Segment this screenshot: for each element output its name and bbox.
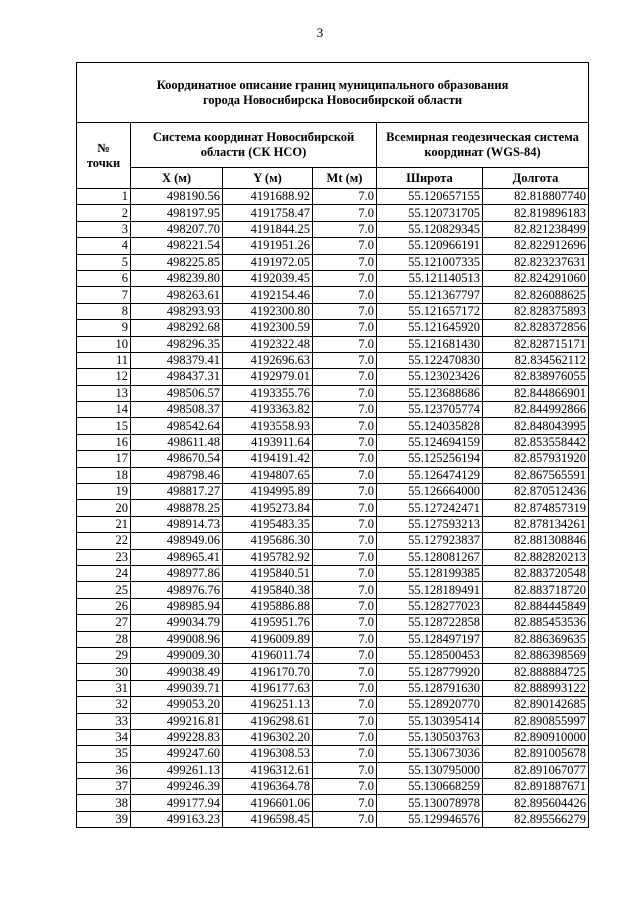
cell-y-coord: 4196302.20 bbox=[223, 729, 313, 745]
cell-mt-value: 7.0 bbox=[313, 205, 377, 221]
cell-x-coord: 498878.25 bbox=[131, 500, 223, 516]
table-row bbox=[77, 254, 589, 270]
cell-mt-value: 7.0 bbox=[313, 762, 377, 778]
table-row bbox=[77, 713, 589, 729]
cell-y-coord: 4193558.93 bbox=[223, 418, 313, 434]
cell-x-coord: 498190.56 bbox=[131, 189, 223, 205]
table-row bbox=[77, 205, 589, 221]
cell-mt-value: 7.0 bbox=[313, 664, 377, 680]
table-row bbox=[77, 467, 589, 483]
table-row bbox=[77, 729, 589, 745]
cell-point-number: 4 bbox=[77, 238, 131, 254]
cell-x-coord: 498225.85 bbox=[131, 254, 223, 270]
cell-longitude: 82.867565591 bbox=[483, 467, 589, 483]
cell-y-coord: 4196009.89 bbox=[223, 631, 313, 647]
cell-y-coord: 4195951.76 bbox=[223, 615, 313, 631]
cell-latitude: 55.123023426 bbox=[377, 369, 483, 385]
cell-longitude: 82.824291060 bbox=[483, 270, 589, 286]
cell-x-coord: 498817.27 bbox=[131, 484, 223, 500]
cell-mt-value: 7.0 bbox=[313, 713, 377, 729]
cell-point-number: 30 bbox=[77, 664, 131, 680]
cell-latitude: 55.121681430 bbox=[377, 336, 483, 352]
cell-point-number: 6 bbox=[77, 270, 131, 286]
cell-mt-value: 7.0 bbox=[313, 484, 377, 500]
cell-latitude: 55.122470830 bbox=[377, 352, 483, 368]
cell-y-coord: 4196601.06 bbox=[223, 795, 313, 811]
cell-y-coord: 4196598.45 bbox=[223, 811, 313, 827]
cell-latitude: 55.121645920 bbox=[377, 320, 483, 336]
cell-longitude: 82.844992866 bbox=[483, 402, 589, 418]
cell-x-coord: 499228.83 bbox=[131, 729, 223, 745]
cell-x-coord: 499053.20 bbox=[131, 697, 223, 713]
cell-x-coord: 498207.70 bbox=[131, 221, 223, 237]
table-row bbox=[77, 631, 589, 647]
cell-point-number: 29 bbox=[77, 647, 131, 663]
cell-point-number: 12 bbox=[77, 369, 131, 385]
cell-latitude: 55.130795000 bbox=[377, 762, 483, 778]
cell-longitude: 82.826088625 bbox=[483, 287, 589, 303]
cell-x-coord: 498293.93 bbox=[131, 303, 223, 319]
cell-x-coord: 499247.60 bbox=[131, 746, 223, 762]
cell-x-coord: 498437.31 bbox=[131, 369, 223, 385]
cell-mt-value: 7.0 bbox=[313, 402, 377, 418]
cell-x-coord: 499163.23 bbox=[131, 811, 223, 827]
cell-y-coord: 4196251.13 bbox=[223, 697, 313, 713]
header-point-number: № точки bbox=[77, 123, 131, 189]
cell-latitude: 55.130395414 bbox=[377, 713, 483, 729]
cell-point-number: 38 bbox=[77, 795, 131, 811]
table-row bbox=[77, 779, 589, 795]
cell-longitude: 82.819896183 bbox=[483, 205, 589, 221]
cell-latitude: 55.127593213 bbox=[377, 516, 483, 532]
table-row bbox=[77, 320, 589, 336]
cell-latitude: 55.126664000 bbox=[377, 484, 483, 500]
cell-mt-value: 7.0 bbox=[313, 516, 377, 532]
cell-latitude: 55.130668259 bbox=[377, 779, 483, 795]
cell-mt-value: 7.0 bbox=[313, 369, 377, 385]
table-row bbox=[77, 697, 589, 713]
cell-latitude: 55.121007335 bbox=[377, 254, 483, 270]
header-group-wgs84: Всемирная геодезическая система координат (WGS-84) bbox=[377, 123, 589, 168]
cell-mt-value: 7.0 bbox=[313, 385, 377, 401]
cell-y-coord: 4195686.30 bbox=[223, 533, 313, 549]
cell-x-coord: 498506.57 bbox=[131, 385, 223, 401]
cell-point-number: 13 bbox=[77, 385, 131, 401]
cell-point-number: 7 bbox=[77, 287, 131, 303]
cell-x-coord: 498221.54 bbox=[131, 238, 223, 254]
cell-y-coord: 4196312.61 bbox=[223, 762, 313, 778]
cell-point-number: 2 bbox=[77, 205, 131, 221]
cell-y-coord: 4195840.38 bbox=[223, 582, 313, 598]
table-row bbox=[77, 189, 589, 205]
cell-x-coord: 498379.41 bbox=[131, 352, 223, 368]
cell-point-number: 9 bbox=[77, 320, 131, 336]
cell-y-coord: 4193355.76 bbox=[223, 385, 313, 401]
coordinates-table bbox=[76, 62, 589, 828]
table-row bbox=[77, 369, 589, 385]
cell-point-number: 18 bbox=[77, 467, 131, 483]
cell-y-coord: 4191688.92 bbox=[223, 189, 313, 205]
table-row bbox=[77, 549, 589, 565]
cell-y-coord: 4195840.51 bbox=[223, 565, 313, 581]
cell-mt-value: 7.0 bbox=[313, 467, 377, 483]
cell-x-coord: 498239.80 bbox=[131, 270, 223, 286]
cell-x-coord: 499009.30 bbox=[131, 647, 223, 663]
cell-y-coord: 4194191.42 bbox=[223, 451, 313, 467]
header-longitude: Долгота bbox=[483, 168, 589, 189]
table-row bbox=[77, 434, 589, 450]
cell-mt-value: 7.0 bbox=[313, 598, 377, 614]
cell-longitude: 82.883720548 bbox=[483, 565, 589, 581]
cell-y-coord: 4195483.35 bbox=[223, 516, 313, 532]
table-title-line2: города Новосибирска Новосибирской области bbox=[202, 92, 463, 107]
table-row bbox=[77, 811, 589, 827]
cell-point-number: 14 bbox=[77, 402, 131, 418]
cell-x-coord: 498977.86 bbox=[131, 565, 223, 581]
cell-longitude: 82.888993122 bbox=[483, 680, 589, 696]
cell-point-number: 31 bbox=[77, 680, 131, 696]
cell-latitude: 55.127242471 bbox=[377, 500, 483, 516]
cell-y-coord: 4191972.05 bbox=[223, 254, 313, 270]
cell-latitude: 55.130503763 bbox=[377, 729, 483, 745]
cell-mt-value: 7.0 bbox=[313, 270, 377, 286]
cell-longitude: 82.834562112 bbox=[483, 352, 589, 368]
cell-point-number: 26 bbox=[77, 598, 131, 614]
cell-longitude: 82.884445849 bbox=[483, 598, 589, 614]
cell-x-coord: 499008.96 bbox=[131, 631, 223, 647]
header-group-nso: Системa координат Новосибирской области (СК НСО) bbox=[131, 123, 377, 168]
cell-longitude: 82.886369635 bbox=[483, 631, 589, 647]
cell-mt-value: 7.0 bbox=[313, 287, 377, 303]
cell-x-coord: 498670.54 bbox=[131, 451, 223, 467]
table-row bbox=[77, 664, 589, 680]
cell-mt-value: 7.0 bbox=[313, 434, 377, 450]
cell-y-coord: 4195886.88 bbox=[223, 598, 313, 614]
cell-y-coord: 4192039.45 bbox=[223, 270, 313, 286]
cell-longitude: 82.828375893 bbox=[483, 303, 589, 319]
cell-mt-value: 7.0 bbox=[313, 795, 377, 811]
cell-longitude: 82.888884725 bbox=[483, 664, 589, 680]
cell-x-coord: 498508.37 bbox=[131, 402, 223, 418]
table-row bbox=[77, 500, 589, 516]
cell-latitude: 55.130078978 bbox=[377, 795, 483, 811]
cell-latitude: 55.124694159 bbox=[377, 434, 483, 450]
table-row bbox=[77, 221, 589, 237]
cell-point-number: 35 bbox=[77, 746, 131, 762]
cell-y-coord: 4192979.01 bbox=[223, 369, 313, 385]
cell-mt-value: 7.0 bbox=[313, 549, 377, 565]
cell-point-number: 32 bbox=[77, 697, 131, 713]
cell-point-number: 1 bbox=[77, 189, 131, 205]
cell-longitude: 82.881308846 bbox=[483, 533, 589, 549]
cell-x-coord: 498296.35 bbox=[131, 336, 223, 352]
cell-point-number: 23 bbox=[77, 549, 131, 565]
cell-mt-value: 7.0 bbox=[313, 680, 377, 696]
cell-point-number: 25 bbox=[77, 582, 131, 598]
cell-latitude: 55.120966191 bbox=[377, 238, 483, 254]
cell-point-number: 27 bbox=[77, 615, 131, 631]
cell-latitude: 55.121140513 bbox=[377, 270, 483, 286]
cell-x-coord: 498611.48 bbox=[131, 434, 223, 450]
table-row bbox=[77, 647, 589, 663]
table-row bbox=[77, 303, 589, 319]
cell-mt-value: 7.0 bbox=[313, 254, 377, 270]
cell-x-coord: 498985.94 bbox=[131, 598, 223, 614]
cell-x-coord: 498965.41 bbox=[131, 549, 223, 565]
cell-y-coord: 4192322.48 bbox=[223, 336, 313, 352]
cell-y-coord: 4192300.80 bbox=[223, 303, 313, 319]
cell-mt-value: 7.0 bbox=[313, 615, 377, 631]
cell-x-coord: 499246.39 bbox=[131, 779, 223, 795]
cell-latitude: 55.128277023 bbox=[377, 598, 483, 614]
cell-point-number: 33 bbox=[77, 713, 131, 729]
cell-mt-value: 7.0 bbox=[313, 352, 377, 368]
cell-point-number: 5 bbox=[77, 254, 131, 270]
cell-longitude: 82.838976055 bbox=[483, 369, 589, 385]
cell-point-number: 37 bbox=[77, 779, 131, 795]
cell-x-coord: 498292.68 bbox=[131, 320, 223, 336]
table-title bbox=[77, 63, 589, 123]
cell-x-coord: 499216.81 bbox=[131, 713, 223, 729]
cell-longitude: 82.823237631 bbox=[483, 254, 589, 270]
cell-latitude: 55.126474129 bbox=[377, 467, 483, 483]
cell-point-number: 34 bbox=[77, 729, 131, 745]
cell-mt-value: 7.0 bbox=[313, 451, 377, 467]
cell-y-coord: 4196170.70 bbox=[223, 664, 313, 680]
cell-latitude: 55.123705774 bbox=[377, 402, 483, 418]
table-row bbox=[77, 582, 589, 598]
cell-point-number: 21 bbox=[77, 516, 131, 532]
cell-point-number: 16 bbox=[77, 434, 131, 450]
cell-y-coord: 4191758.47 bbox=[223, 205, 313, 221]
cell-x-coord: 499038.49 bbox=[131, 664, 223, 680]
cell-latitude: 55.128791630 bbox=[377, 680, 483, 696]
cell-latitude: 55.127923837 bbox=[377, 533, 483, 549]
cell-longitude: 82.891067077 bbox=[483, 762, 589, 778]
cell-latitude: 55.128199385 bbox=[377, 565, 483, 581]
cell-y-coord: 4196177.63 bbox=[223, 680, 313, 696]
cell-longitude: 82.828372856 bbox=[483, 320, 589, 336]
cell-y-coord: 4194995.89 bbox=[223, 484, 313, 500]
cell-latitude: 55.121367797 bbox=[377, 287, 483, 303]
table-row bbox=[77, 598, 589, 614]
table-row bbox=[77, 385, 589, 401]
cell-y-coord: 4193911.64 bbox=[223, 434, 313, 450]
cell-latitude: 55.128497197 bbox=[377, 631, 483, 647]
cell-y-coord: 4191844.25 bbox=[223, 221, 313, 237]
cell-latitude: 55.128722858 bbox=[377, 615, 483, 631]
table-row bbox=[77, 615, 589, 631]
cell-x-coord: 498542.64 bbox=[131, 418, 223, 434]
cell-longitude: 82.882820213 bbox=[483, 549, 589, 565]
cell-mt-value: 7.0 bbox=[313, 779, 377, 795]
header-latitude: Широта bbox=[377, 168, 483, 189]
cell-mt-value: 7.0 bbox=[313, 565, 377, 581]
cell-longitude: 82.886398569 bbox=[483, 647, 589, 663]
table-row bbox=[77, 565, 589, 581]
cell-mt-value: 7.0 bbox=[313, 647, 377, 663]
cell-mt-value: 7.0 bbox=[313, 500, 377, 516]
cell-mt-value: 7.0 bbox=[313, 746, 377, 762]
table-row bbox=[77, 484, 589, 500]
header-mt: Mt (м) bbox=[313, 168, 377, 189]
table-row bbox=[77, 287, 589, 303]
cell-longitude: 82.890142685 bbox=[483, 697, 589, 713]
cell-longitude: 82.870512436 bbox=[483, 484, 589, 500]
cell-latitude: 55.120829345 bbox=[377, 221, 483, 237]
cell-latitude: 55.123688686 bbox=[377, 385, 483, 401]
table-row bbox=[77, 418, 589, 434]
cell-latitude: 55.125256194 bbox=[377, 451, 483, 467]
cell-longitude: 82.878134261 bbox=[483, 516, 589, 532]
table-row bbox=[77, 762, 589, 778]
cell-y-coord: 4191951.26 bbox=[223, 238, 313, 254]
cell-longitude: 82.890855997 bbox=[483, 713, 589, 729]
table-body bbox=[77, 189, 589, 828]
cell-point-number: 17 bbox=[77, 451, 131, 467]
cell-longitude: 82.874857319 bbox=[483, 500, 589, 516]
cell-x-coord: 498914.73 bbox=[131, 516, 223, 532]
cell-longitude: 82.848043995 bbox=[483, 418, 589, 434]
cell-point-number: 36 bbox=[77, 762, 131, 778]
cell-longitude: 82.891887671 bbox=[483, 779, 589, 795]
cell-mt-value: 7.0 bbox=[313, 189, 377, 205]
cell-x-coord: 499039.71 bbox=[131, 680, 223, 696]
cell-longitude: 82.891005678 bbox=[483, 746, 589, 762]
cell-longitude: 82.883718720 bbox=[483, 582, 589, 598]
cell-mt-value: 7.0 bbox=[313, 303, 377, 319]
cell-mt-value: 7.0 bbox=[313, 729, 377, 745]
cell-longitude: 82.818807740 bbox=[483, 189, 589, 205]
cell-y-coord: 4193363.82 bbox=[223, 402, 313, 418]
page-number: 3 bbox=[316, 25, 324, 40]
table-row bbox=[77, 680, 589, 696]
cell-mt-value: 7.0 bbox=[313, 336, 377, 352]
cell-point-number: 39 bbox=[77, 811, 131, 827]
cell-x-coord: 498976.76 bbox=[131, 582, 223, 598]
table-row bbox=[77, 795, 589, 811]
cell-y-coord: 4192696.63 bbox=[223, 352, 313, 368]
cell-mt-value: 7.0 bbox=[313, 533, 377, 549]
cell-mt-value: 7.0 bbox=[313, 697, 377, 713]
cell-latitude: 55.124035828 bbox=[377, 418, 483, 434]
cell-y-coord: 4192154.46 bbox=[223, 287, 313, 303]
cell-latitude: 55.130673036 bbox=[377, 746, 483, 762]
cell-y-coord: 4196308.53 bbox=[223, 746, 313, 762]
table-row bbox=[77, 352, 589, 368]
cell-longitude: 82.895604426 bbox=[483, 795, 589, 811]
cell-point-number: 8 bbox=[77, 303, 131, 319]
cell-longitude: 82.857931920 bbox=[483, 451, 589, 467]
cell-point-number: 19 bbox=[77, 484, 131, 500]
cell-mt-value: 7.0 bbox=[313, 221, 377, 237]
cell-latitude: 55.120731705 bbox=[377, 205, 483, 221]
cell-mt-value: 7.0 bbox=[313, 582, 377, 598]
cell-y-coord: 4196298.61 bbox=[223, 713, 313, 729]
cell-latitude: 55.121657172 bbox=[377, 303, 483, 319]
cell-y-coord: 4195273.84 bbox=[223, 500, 313, 516]
cell-mt-value: 7.0 bbox=[313, 811, 377, 827]
cell-latitude: 55.129946576 bbox=[377, 811, 483, 827]
table-row bbox=[77, 746, 589, 762]
table-row bbox=[77, 451, 589, 467]
cell-x-coord: 499034.79 bbox=[131, 615, 223, 631]
cell-point-number: 20 bbox=[77, 500, 131, 516]
cell-y-coord: 4194807.65 bbox=[223, 467, 313, 483]
table-row bbox=[77, 516, 589, 532]
cell-x-coord: 498798.46 bbox=[131, 467, 223, 483]
header-x: X (м) bbox=[131, 168, 223, 189]
cell-mt-value: 7.0 bbox=[313, 238, 377, 254]
cell-y-coord: 4192300.59 bbox=[223, 320, 313, 336]
cell-point-number: 10 bbox=[77, 336, 131, 352]
cell-point-number: 28 bbox=[77, 631, 131, 647]
table-row bbox=[77, 533, 589, 549]
table-row bbox=[77, 402, 589, 418]
cell-point-number: 15 bbox=[77, 418, 131, 434]
cell-x-coord: 498263.61 bbox=[131, 287, 223, 303]
cell-x-coord: 498197.95 bbox=[131, 205, 223, 221]
cell-point-number: 3 bbox=[77, 221, 131, 237]
table-row bbox=[77, 270, 589, 286]
cell-latitude: 55.128920770 bbox=[377, 697, 483, 713]
cell-longitude: 82.821238499 bbox=[483, 221, 589, 237]
cell-longitude: 82.885453536 bbox=[483, 615, 589, 631]
cell-y-coord: 4195782.92 bbox=[223, 549, 313, 565]
cell-point-number: 22 bbox=[77, 533, 131, 549]
cell-point-number: 11 bbox=[77, 352, 131, 368]
cell-latitude: 55.128779920 bbox=[377, 664, 483, 680]
cell-mt-value: 7.0 bbox=[313, 631, 377, 647]
table-row bbox=[77, 238, 589, 254]
cell-x-coord: 499177.94 bbox=[131, 795, 223, 811]
cell-point-number: 24 bbox=[77, 565, 131, 581]
header-y: Y (м) bbox=[223, 168, 313, 189]
cell-y-coord: 4196364.78 bbox=[223, 779, 313, 795]
cell-mt-value: 7.0 bbox=[313, 418, 377, 434]
cell-latitude: 55.128189491 bbox=[377, 582, 483, 598]
cell-latitude: 55.120657155 bbox=[377, 189, 483, 205]
cell-longitude: 82.853558442 bbox=[483, 434, 589, 450]
cell-longitude: 82.895566279 bbox=[483, 811, 589, 827]
cell-longitude: 82.890910000 bbox=[483, 729, 589, 745]
cell-latitude: 55.128081267 bbox=[377, 549, 483, 565]
cell-x-coord: 498949.06 bbox=[131, 533, 223, 549]
cell-x-coord: 499261.13 bbox=[131, 762, 223, 778]
cell-longitude: 82.844866901 bbox=[483, 385, 589, 401]
cell-longitude: 82.822912696 bbox=[483, 238, 589, 254]
cell-latitude: 55.128500453 bbox=[377, 647, 483, 663]
cell-mt-value: 7.0 bbox=[313, 320, 377, 336]
cell-y-coord: 4196011.74 bbox=[223, 647, 313, 663]
cell-longitude: 82.828715171 bbox=[483, 336, 589, 352]
table-title-line1: Координатное описание границ муниципального образования bbox=[156, 77, 509, 92]
table-row bbox=[77, 336, 589, 352]
